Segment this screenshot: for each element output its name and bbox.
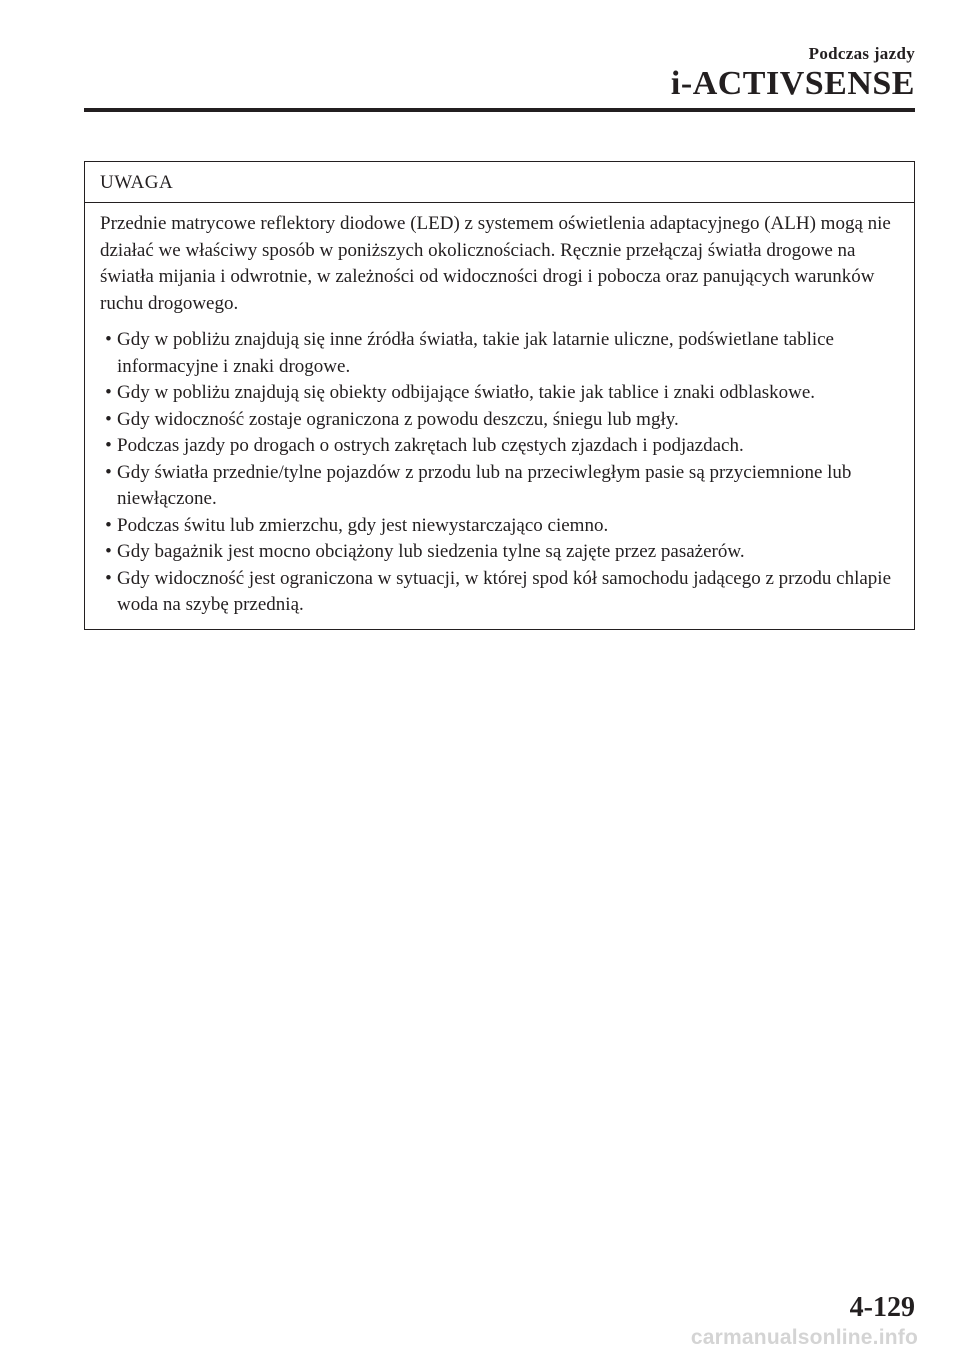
list-item-text: Podczas jazdy po drogach o ostrych zakrętach lub częstych zjazdach i podjazdach. — [117, 435, 744, 456]
bullet-dot-icon: • — [105, 567, 112, 589]
notice-intro: Przednie matrycowe reflektory diodowe (LED) z systemem oświetlenia adaptacyjnego (ALH) mogą nie działać we właściwy sposób w poniższych okolicznościach. Ręcznie przełączaj światła drogowe na światła mijania i odwrotnie, w zależności od widoczności drogi i pobocza oraz panujących warunków ruchu drogowego. — [100, 213, 891, 314]
list-item-text: Podczas świtu lub zmierzchu, gdy jest niewystarczająco ciemno. — [117, 514, 609, 536]
list-item-text: Gdy światła przednie/tylne pojazdów z przodu lub na przeciwległym pasie są przyciemnione lub niewłączone. — [117, 461, 852, 509]
list-item — [100, 407, 900, 434]
header-divider — [84, 108, 915, 112]
notice-bullet-list — [100, 327, 900, 619]
list-item — [100, 566, 900, 619]
list-item — [100, 539, 900, 566]
list-item-text: Gdy bagażnik jest mocno obciążony lub siedzenia tylne są zajęte przez pasażerów. — [117, 541, 745, 562]
bullet-dot-icon: • — [105, 382, 112, 403]
bullet-dot-icon: • — [105, 461, 112, 483]
list-item-text: Gdy widoczność zostaje ograniczona z powodu deszczu, śniegu lub mgły. — [117, 408, 679, 430]
notice-title: UWAGA — [85, 162, 914, 203]
list-item — [100, 327, 900, 380]
watermark-text: carmanualsonline.info — [690, 1326, 918, 1349]
list-item-text: Gdy w pobliżu znajdują się inne źródła światła, takie jak latarnie uliczne, podświetlane tablice informacyjne i znaki drogowe. — [117, 329, 834, 377]
list-item — [100, 433, 900, 460]
list-item — [100, 380, 900, 407]
bullet-dot-icon: • — [105, 514, 112, 536]
bullet-dot-icon: • — [105, 329, 112, 350]
list-item-text: Gdy widoczność jest ograniczona w sytuacji, w której spod kół samochodu jadącego z przodu chlapie woda na szybę przednią. — [117, 567, 892, 615]
list-item — [100, 460, 900, 513]
bullet-dot-icon: • — [105, 435, 112, 456]
section-label: Podczas jazdy — [808, 44, 915, 63]
bullet-dot-icon: • — [105, 541, 112, 562]
notice-body — [85, 203, 914, 629]
page-header — [671, 44, 915, 102]
notice-box — [84, 161, 915, 630]
page-number: 4-129 — [849, 1292, 915, 1323]
bullet-dot-icon: • — [105, 408, 112, 430]
list-item-text: Gdy w pobliżu znajdują się obiekty odbijające światło, takie jak tablice i znaki odblaskowe. — [117, 382, 816, 403]
list-item — [100, 513, 900, 540]
chapter-title: i-ACTIVSENSE — [670, 65, 915, 102]
